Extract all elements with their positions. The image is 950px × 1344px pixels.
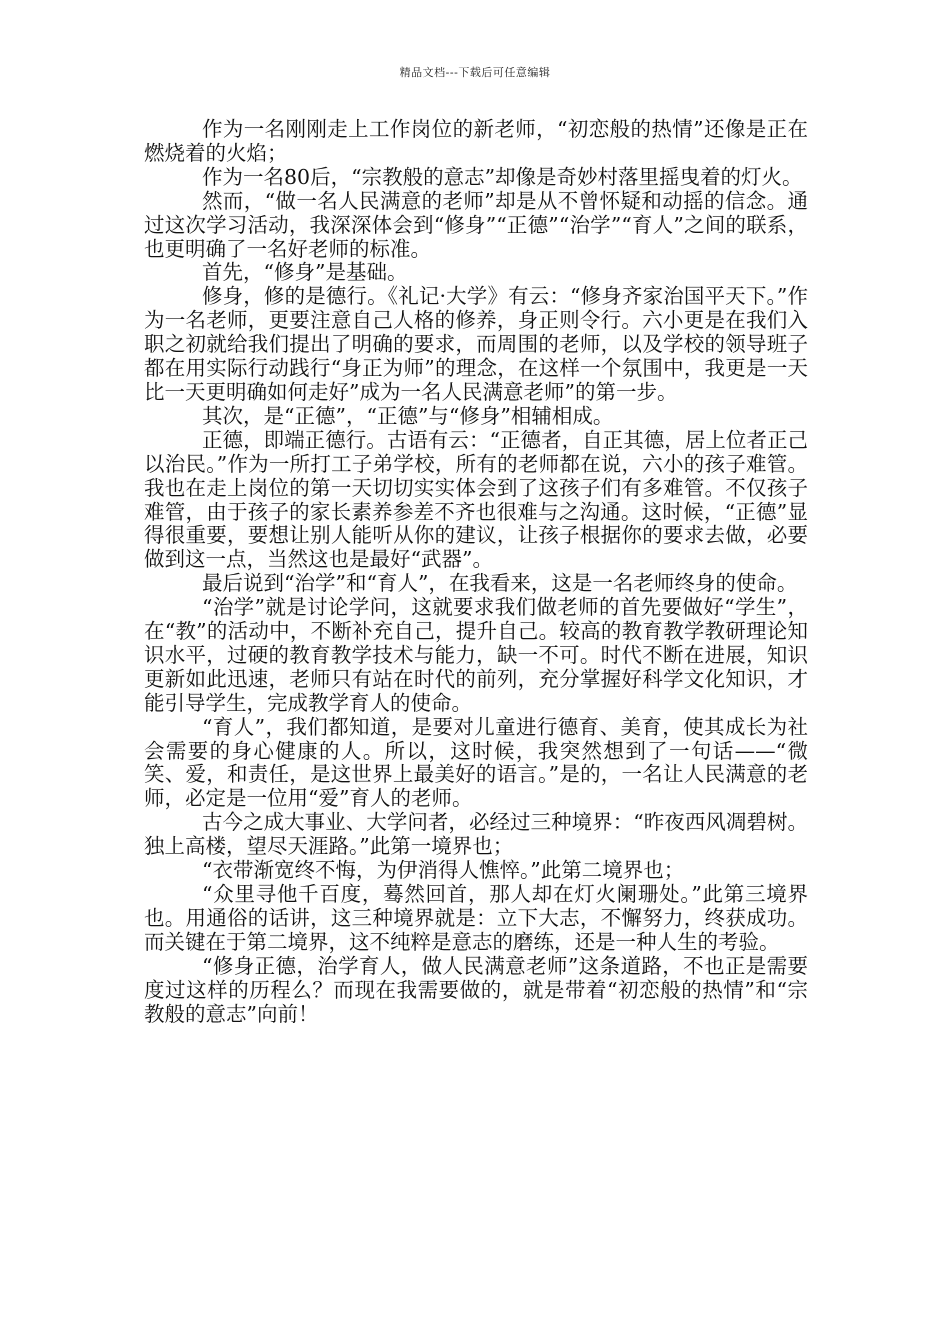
paragraph: 最后说到“治学”和“育人”，在我看来，这是一名老师终身的使命。	[202, 571, 798, 596]
paragraph: “治学”就是讨论学问，这就要求我们做老师的首先要做好“学生”，在“教”的活动中，不断补充自己，提升自己。较高的教育教学教研理论知识水平，过硬的教育教学技术与能力，缺一不可。时代不断在进展，知识更新如此迅速，老师只有站在时代的前列，充分掌握好科学文化知识，才能引导学生，完成教学育人的使命。	[144, 595, 808, 715]
paragraph: “众里寻他千百度，蓦然回首，那人却在灯火阑珊处。”此第三境界也。用通俗的话讲，这三种境界就是：立下大志，不懈努力，终获成功。而关键在于第二境界，这不纯粹是意志的磨练，还是一种人生的考验。	[144, 882, 808, 954]
paragraph: 古今之成大事业、大学问者，必经过三种境界：“昨夜西风凋碧树。独上高楼，望尽天涯路。”此第一境界也；	[144, 810, 808, 859]
document-body	[144, 118, 808, 1026]
paragraph: 修身，修的是德行。《礼记·大学》有云：“修身齐家治国平天下。”作为一名老师，更要注意自己人格的修养，身正则令行。六小更是在我们入职之初就给我们提出了明确的要求，而周围的老师，以及学校的领导班子都在用实际行动践行“身正为师”的理念，在这样一个氛围中，我更是一天比一天更明确如何走好”成为一名人民满意老师”的第一步。	[144, 284, 808, 404]
paragraph: “修身正德，治学育人，做人民满意老师”这条道路，不也正是需要度过这样的历程么？而现在我需要做的，就是带着“初恋般的热情”和“宗教般的意志”向前！	[144, 953, 808, 1026]
paragraph: “育人”，我们都知道，是要对儿童进行德育、美育，使其成长为社会需要的身心健康的人。所以，这时候，我突然想到了一句话——“微笑、爱，和责任，是这世界上最美好的语言。”是的，一名让人民满意的老师，必定是一位用“爱”育人的老师。	[144, 714, 808, 811]
paragraph: 首先，“修身”是基础。	[202, 260, 408, 285]
paragraph: “衣带渐宽终不悔，为伊消得人憔悴。”此第二境界也；	[202, 858, 685, 883]
paragraph: 正德，即端正德行。古语有云：“正德者，自正其德，居上位者正己以治民。”作为一所打工子弟学校，所有的老师都在说，六小的孩子难管。我也在走上岗位的第一天切切实实体会到了这孩子们有多难管。不仅孩子难管，由于孩子的家长素养参差不齐也很难与之沟通。这时候，“正德”显得很重要，要想让别人能听从你的建议，让孩子根据你的要求去做，必要做到这一点，当然这也是最好“武器”。	[144, 427, 808, 572]
paragraph: 作为一名刚刚走上工作岗位的新老师，“初恋般的热情”还像是正在燃烧着的火焰；	[144, 117, 808, 165]
page-header: 精品文档---下载后可任意编辑	[399, 66, 551, 79]
paragraph: 作为一名80后，“宗教般的意志”却像是奇妙村落里摇曳着的灯火。	[202, 164, 803, 189]
paragraph: 其次，是“正德”，“正德”与“修身”相辅相成。	[202, 403, 614, 428]
paragraph: 然而，“做一名人民满意的老师”却是从不曾怀疑和动摇的信念。通过这次学习活动，我深深体会到“修身”“正德”“治学”“育人”之间的联系，也更明确了一名好老师的标准。	[144, 188, 808, 261]
